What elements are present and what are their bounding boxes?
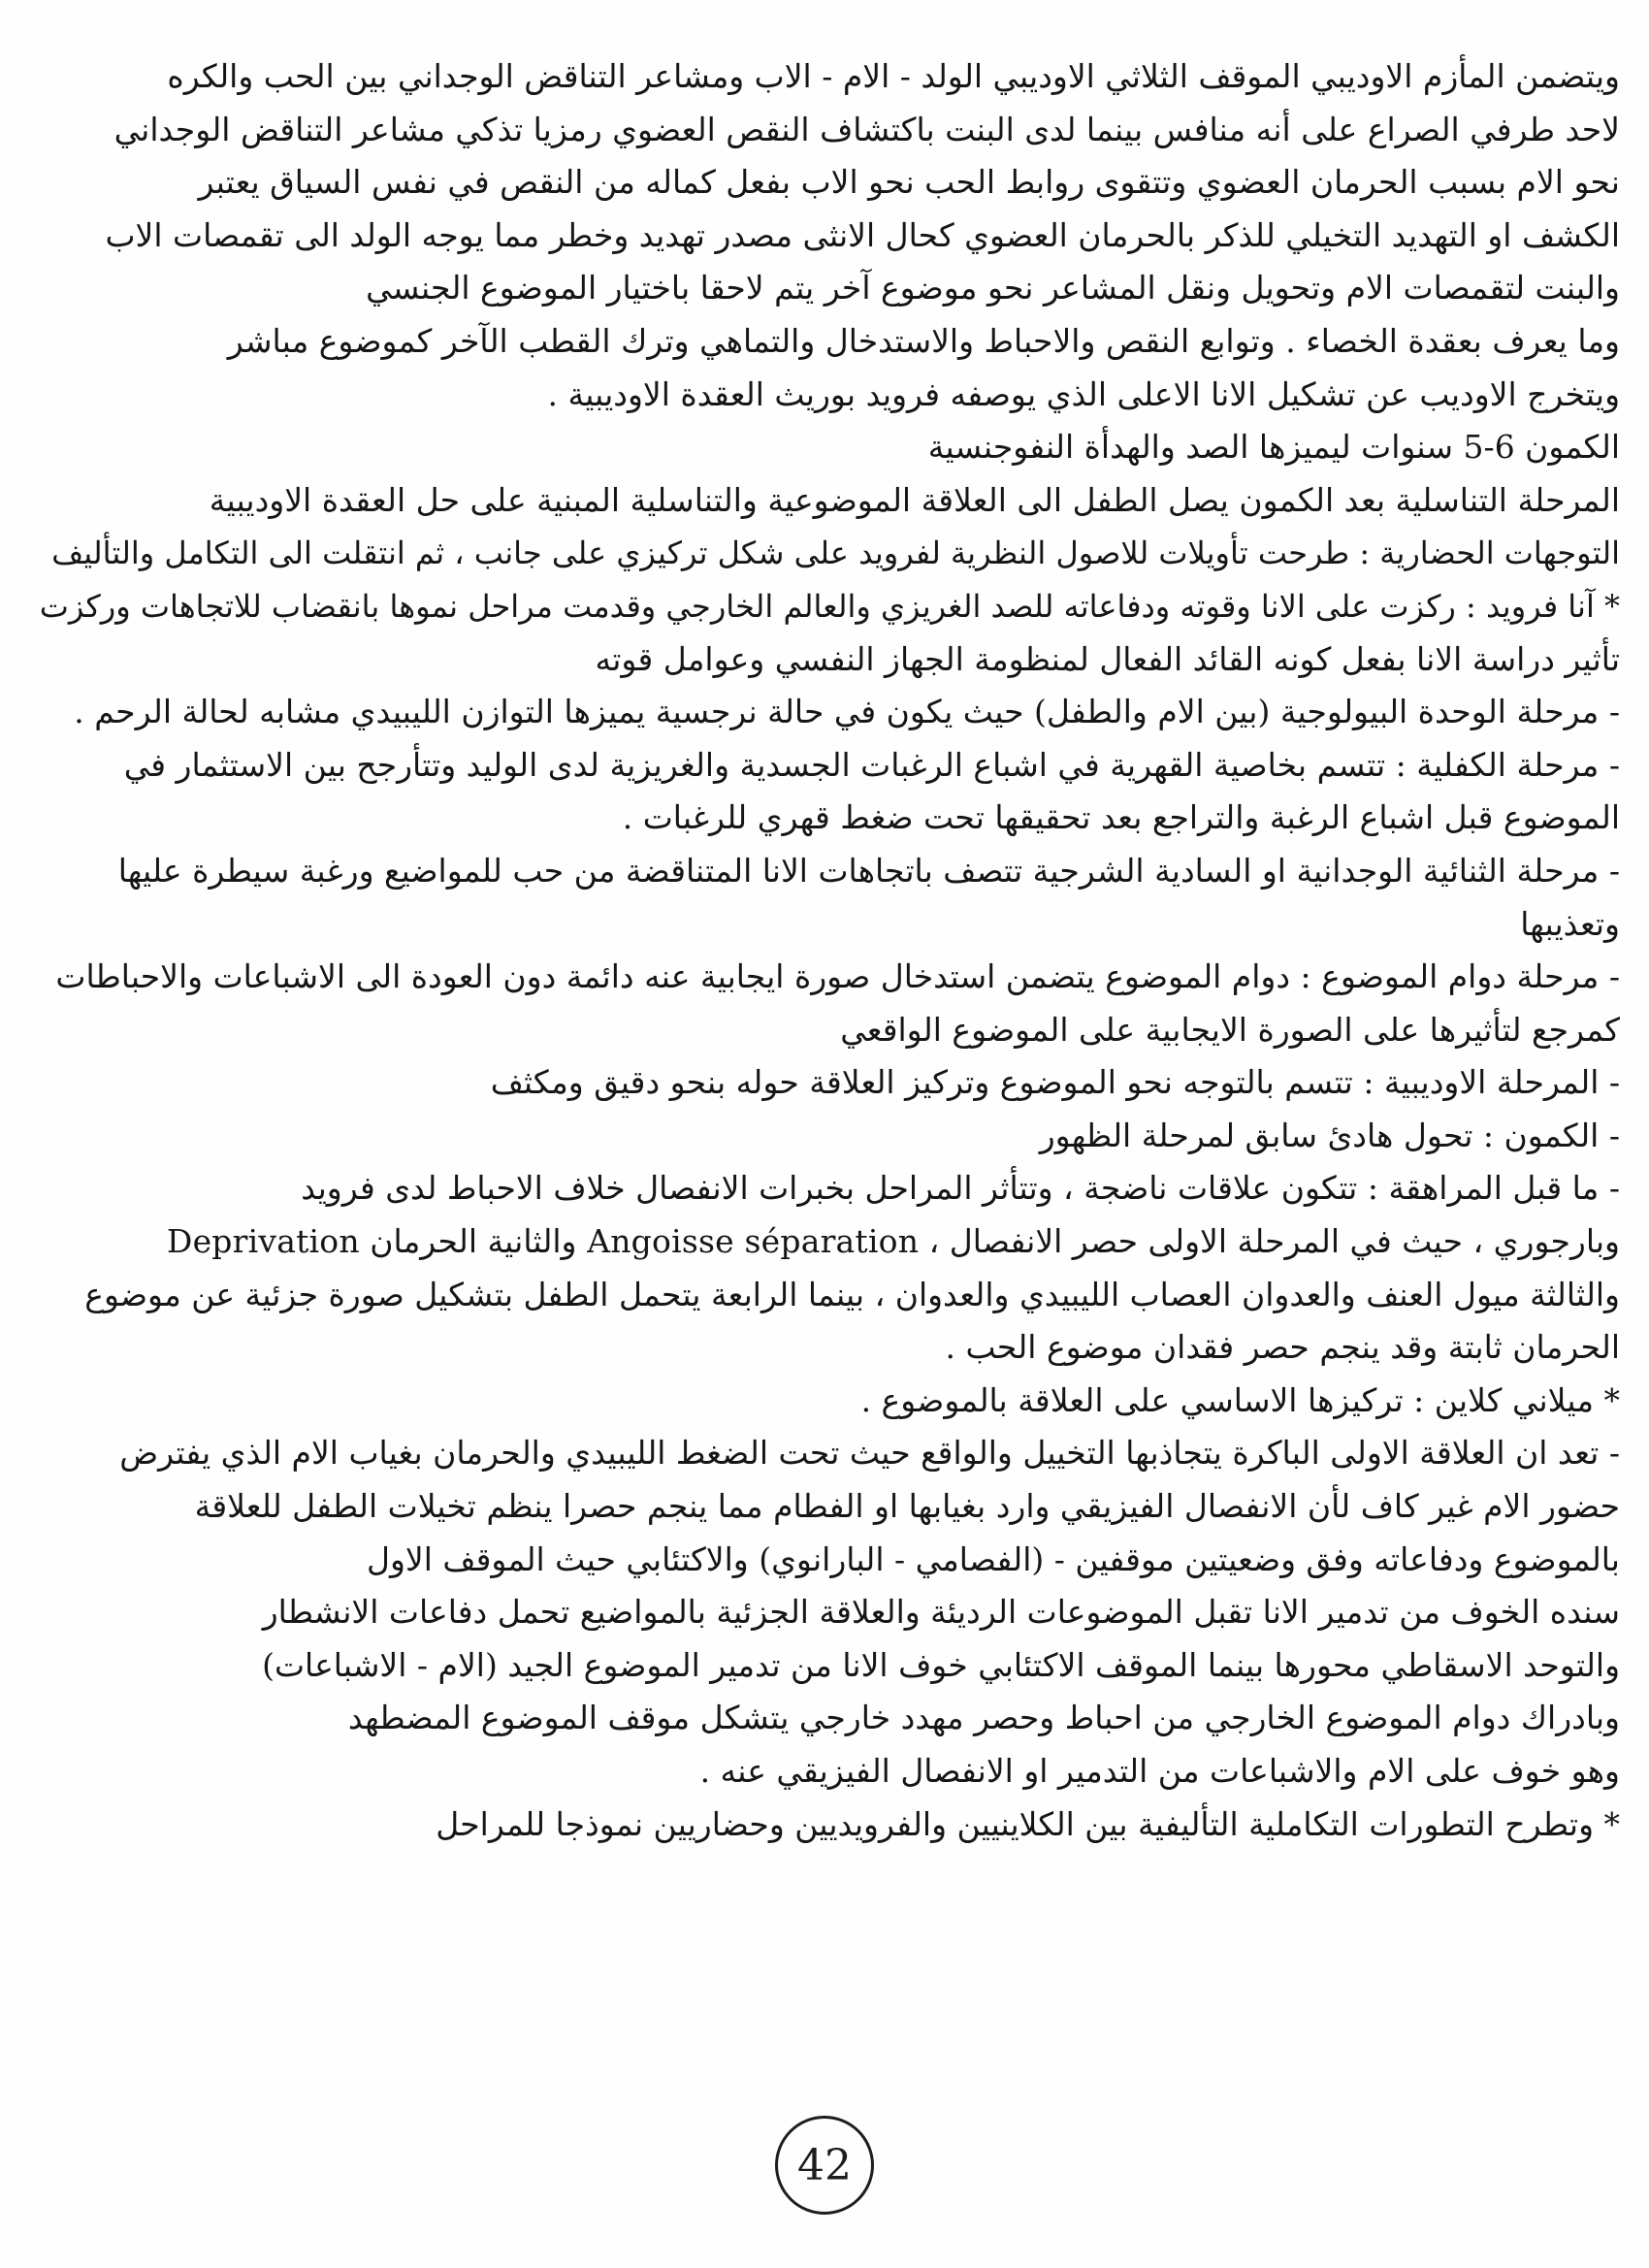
text-line: الكشف او التهديد التخيلي للذكر بالحرمان العضوي كحال الانثى مصدر تهديد وخطر مما يوجه الولد الى تقمصات الاب [105, 215, 1620, 254]
text-line: - مرحلة الكفلية : تتسم بخاصية القهرية في اشباع الرغبات الجسدية والغريزية لدى الوليد وتتأرجح بين الاستثمار في [123, 745, 1620, 784]
text-line: بالموضوع ودفاعاته وفق وضعيتين موقفين - (الفصامي - البارانوي) والاكتئابي حيث الموقف الاول [367, 1539, 1620, 1578]
text-line: وبادراك دوام الموضوع الخارجي من احباط وحصر مهدد خارجي يتشكل موقف الموضوع المضطهد [347, 1699, 1620, 1737]
text-line: وتعذيبها [1520, 904, 1620, 943]
text-line: التوجهات الحضارية : طرحت تأويلات للاصول النظرية لفرويد على شكل تركيزي على جانب ، ثم انتقلت الى التكامل والتأليف [51, 535, 1620, 572]
text-line: الموضوع قبل اشباع الرغبة والتراجع بعد تحقيقها تحت ضغط قهري للرغبات . [622, 798, 1620, 837]
text-line: تأثير دراسة الانا بفعل كونه القائد الفعال لمنظومة الجهاز النفسي وعوامل قوته [595, 639, 1620, 678]
text-line: حضور الام غير كاف لأن الانفصال الفيزيقي وارد بغيابها او الفطام مما ينجم حصرا ينظم تخيلات الطفل للعلاقة [194, 1487, 1620, 1526]
text-line: - الكمون : تحول هادئ سابق لمرحلة الظهور [1039, 1116, 1620, 1154]
text-line: - المرحلة الاوديبية : تتسم بالتوجه نحو الموضوع وتركيز العلاقة حوله بنحو دقيق ومكثف [490, 1063, 1620, 1102]
text-line: - مرحلة الثنائية الوجدانية او السادية الشرجية تتصف باتجاهات الانا المتناقضة من حب للمواضيع ورغبة سيطرة عليها [117, 851, 1620, 890]
text-line: لاحد طرفي الصراع على أنه منافس بينما لدى البنت باكتشاف النقص العضوي رمزيا تذكي مشاعر التناقض الوجداني [113, 110, 1620, 148]
text-line: * آنا فرويد : ركزت على الانا وقوته ودفاعاته للصد الغريزي والعالم الخارجي وقدمت مراحل نموها بانقضاب للاتجاهات وركزت [39, 587, 1620, 625]
text-line: الحرمان ثابتة وقد ينجم حصر فقدان موضوع الحب . [945, 1328, 1620, 1367]
text-line: والثالثة ميول العنف والعدوان العصاب الليبيدي والعدوان ، بينما الرابعة يتحمل الطفل بتشكيل صورة جزئية عن موضوع [84, 1275, 1620, 1313]
text-line: - تعد ان العلاقة الاولى الباكرة يتجاذبها التخييل والواقع حيث تحت الضغط الليبيدي والحرمان بغياب الام الذي يفترض [119, 1434, 1620, 1473]
text-line: المرحلة التناسلية بعد الكمون يصل الطفل الى العلاقة الموضوعية والتناسلية المبنية على حل العقدة الاوديبية [209, 480, 1620, 519]
page-number-circle [775, 2116, 874, 2215]
text-line: - مرحلة دوام الموضوع : دوام الموضوع يتضمن استدخال صورة ايجابية عنه دائمة دون العودة الى الاشباعات والاحباطات [55, 957, 1620, 996]
text-line: * وتطرح التطورات التكاملية التأليفية بين الكلاينيين والفرويديين وحضاريين نموذجا للمراحل [436, 1804, 1620, 1843]
text-line: وهو خوف على الام والاشباعات من التدمير او الانفصال الفيزيقي عنه . [699, 1752, 1620, 1790]
text-line: وبارجوري ، حيث في المرحلة الاولى حصر الانفصال ، Angoisse séparation والثانية الحرمان Deprivation [166, 1222, 1620, 1261]
text-line: ويتخرج الاوديب عن تشكيل الانا الاعلى الذي يوصفه فرويد بوريث العقدة الاوديبية . [547, 374, 1620, 413]
page-number: 42 [797, 2140, 852, 2190]
text-line: سنده الخوف من تدمير الانا تقبل الموضوعات الرديئة والعلاقة الجزئية بالمواضيع تحمل دفاعات الانشطار [262, 1593, 1620, 1632]
text-line: نحو الام بسبب الحرمان العضوي وتتقوى روابط الحب نحو الاب بفعل كماله من النقص في نفس السياق يعتبر [198, 163, 1620, 202]
text-line: الكمون 6-5 سنوات ليميزها الصد والهدأة النفوجنسية [927, 428, 1620, 467]
text-line: * ميلاني كلاين : تركيزها الاساسي على العلاقة بالموضوع . [860, 1380, 1620, 1419]
text-line: ويتضمن المأزم الاوديبي الموقف الثلاثي الاوديبي الولد - الام - الاب ومشاعر التناقض الوجداني بين الحب والكره [167, 57, 1620, 95]
text-line: - مرحلة الوحدة البيولوجية (بين الام والطفل) حيث يكون في حالة نرجسية يميزها التوازن الليبيدي مشابه لحالة الرحم . [74, 693, 1620, 731]
text-line: والتوحد الاسقاطي محورها بينما الموقف الاكتئابي خوف الانا من تدمير الموضوع الجيد (الام - الاشباعات) [262, 1645, 1620, 1684]
text-line: كمرجع لتأثيرها على الصورة الايجابية على الموضوع الواقعي [840, 1010, 1620, 1049]
handwritten-text-block [29, 50, 1620, 1851]
text-line: وما يعرف بعقدة الخصاء . وتوابع النقص والاحباط والاستدخال والتماهي وترك القطب الآخر كموضوع مباشر [227, 321, 1620, 360]
text-line: والبنت لتقمصات الام وتحويل ونقل المشاعر نحو موضوع آخر يتم لاحقا باختيار الموضوع الجنسي [366, 269, 1620, 308]
text-line: - ما قبل المراهقة : تتكون علاقات ناضجة ، وتتأثر المراحل بخبرات الانفصال خلاف الاحباط لدى فرويد [301, 1169, 1620, 1208]
